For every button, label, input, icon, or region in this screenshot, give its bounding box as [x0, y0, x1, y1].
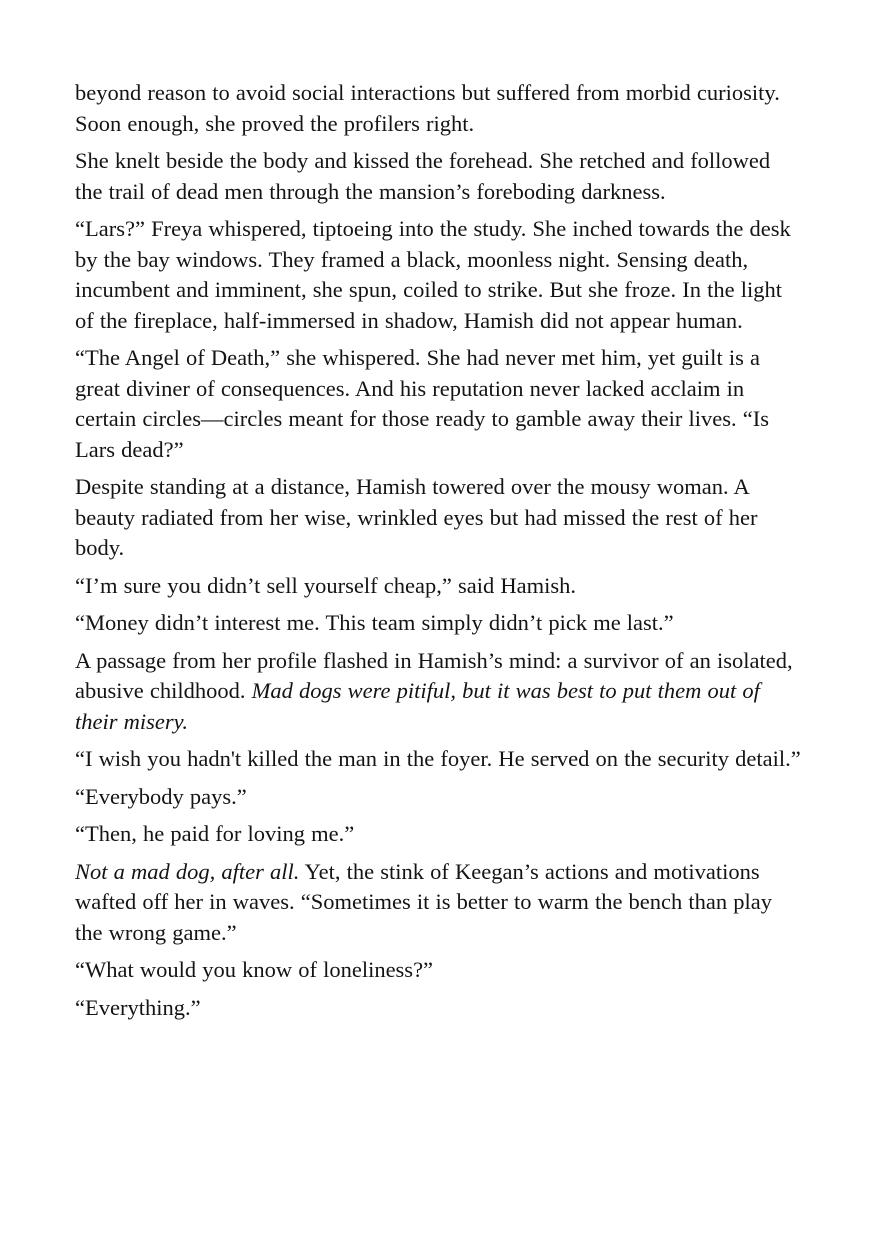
paragraph	[75, 782, 803, 813]
paragraph	[75, 78, 803, 139]
paragraph	[75, 214, 803, 336]
text-run: “Then, he paid for loving me.”	[75, 821, 355, 846]
text-run: “I’m sure you didn’t sell yourself cheap,” said Hamish.	[75, 572, 576, 598]
paragraph	[75, 993, 803, 1024]
text-run: She knelt beside the body and kissed the forehead. She retched and followed the trail of dead men through the mansion’s foreboding darkness.	[75, 148, 771, 204]
text-run: “Everybody pays.”	[75, 783, 247, 809]
text-run: “Money didn’t interest me. This team simply didn’t pick me last.”	[75, 610, 674, 635]
italic-text-run: Not a mad dog, after all.	[75, 858, 300, 884]
text-run: Despite standing at a distance, Hamish towered over the mousy woman. A beauty radiated from her wise, wrinkled eyes but had missed the rest of her body.	[75, 474, 758, 560]
paragraph	[75, 819, 803, 850]
page-body	[75, 78, 803, 1030]
text-run: “The Angel of Death,” she whispered. She had never met him, yet guilt is a great diviner of consequences. And his reputation never lacked acclaim in certain circles—circles meant for those ready to gamble away their lives. “Is Lars dead?”	[75, 345, 769, 462]
text-run: “I wish you hadn't killed the man in the foyer. He served on the security detail.”	[75, 746, 801, 771]
paragraph	[75, 608, 803, 639]
text-run: A passage from her profile flashed in Hamish’s mind: a survivor of an isolated, abusive childhood.	[75, 647, 793, 703]
paragraph	[75, 146, 803, 207]
text-run: beyond reason to avoid social interactions but suffered from morbid curiosity. Soon enough, she proved the profilers right.	[75, 80, 780, 136]
paragraph	[75, 571, 803, 602]
paragraph	[75, 955, 803, 986]
text-run: Yet, the stink of Keegan’s actions and motivations wafted off her in waves. “Sometimes it is better to warm the bench than play the wrong game.”	[75, 858, 773, 945]
paragraph	[75, 646, 803, 738]
paragraph	[75, 343, 803, 465]
paragraph	[75, 857, 803, 949]
paragraph	[75, 744, 803, 775]
italic-text-run: Mad dogs were pitiful, but it was best to put them out of their misery.	[75, 678, 760, 734]
text-run: “Everything.”	[75, 994, 201, 1020]
text-run: “Lars?” Freya whispered, tiptoeing into the study. She inched towards the desk by the bay windows. They framed a black, moonless night. Sensing death, incumbent and imminent, she spun, coiled to strike. But she froze. In the light of the fireplace, half-immersed in shadow, Hamish did not appear human.	[75, 216, 791, 333]
paragraph	[75, 472, 803, 564]
text-run: “What would you know of loneliness?”	[75, 957, 434, 982]
